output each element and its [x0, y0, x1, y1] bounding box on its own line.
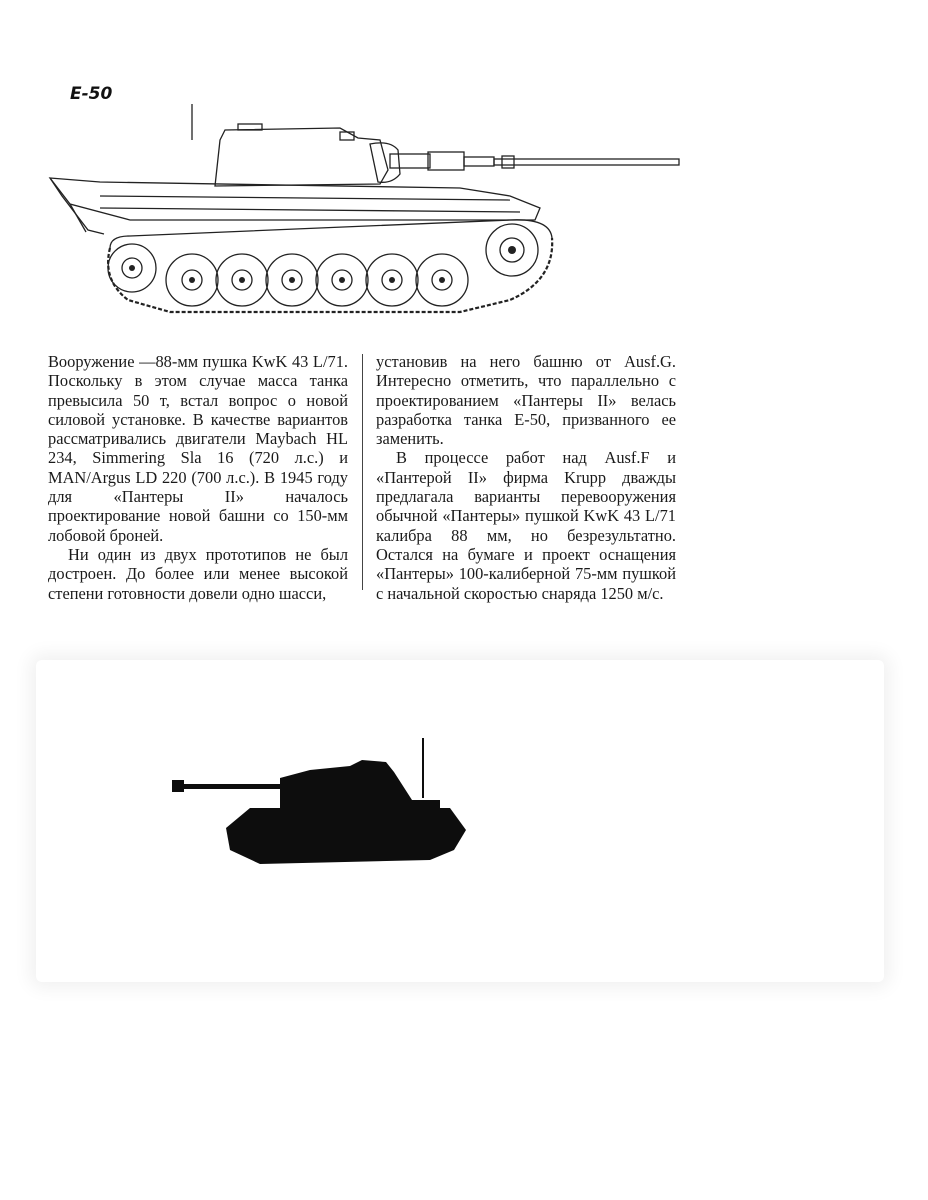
paragraph: В процессе работ над Ausf.F и «Пантерой II» фирма Krupp дважды предлагала варианты перевооружения обычной «Пантеры» пушкой KwK 43 L/71 калибра 88 мм, но безрезультатно. Остался на бумаге и проект оснащения «Пантеры» 100-калиберной 75-мм пушкой с начальной скоростью снаряда 1250 м/с.	[376, 448, 676, 603]
panther-tank-silhouette	[150, 700, 490, 880]
paragraph: установив на него башню от Ausf.G. Интересно отметить, что параллельно с проектированием «Пантеры II» велась разработка танка Е-50, призванного ее заменить.	[376, 352, 676, 449]
text-column-left	[48, 352, 348, 603]
paragraph: Вооружение —88-мм пушка KwK 43 L/71. Поскольку в этом случае масса танка превысила 50 т, встал вопрос о новой силовой установке. В качестве вариантов рассматривались двигатели Maybach HL 234, Simmering Sla 16 (720 л.с.) и MAN/Argus LD 220 (700 л.с.). В 1945 году для «Пантеры II» началось проектирование новой башни со 150-мм лобовой броней.	[48, 352, 348, 545]
text-column-right	[376, 352, 676, 603]
column-divider	[362, 354, 363, 590]
drawing-caption: E-50	[70, 84, 113, 104]
e50-tank-drawing	[40, 100, 690, 320]
paragraph: Ни один из двух прототипов не был достроен. До более или менее высокой степени готовности довели одно шасси,	[48, 544, 348, 603]
